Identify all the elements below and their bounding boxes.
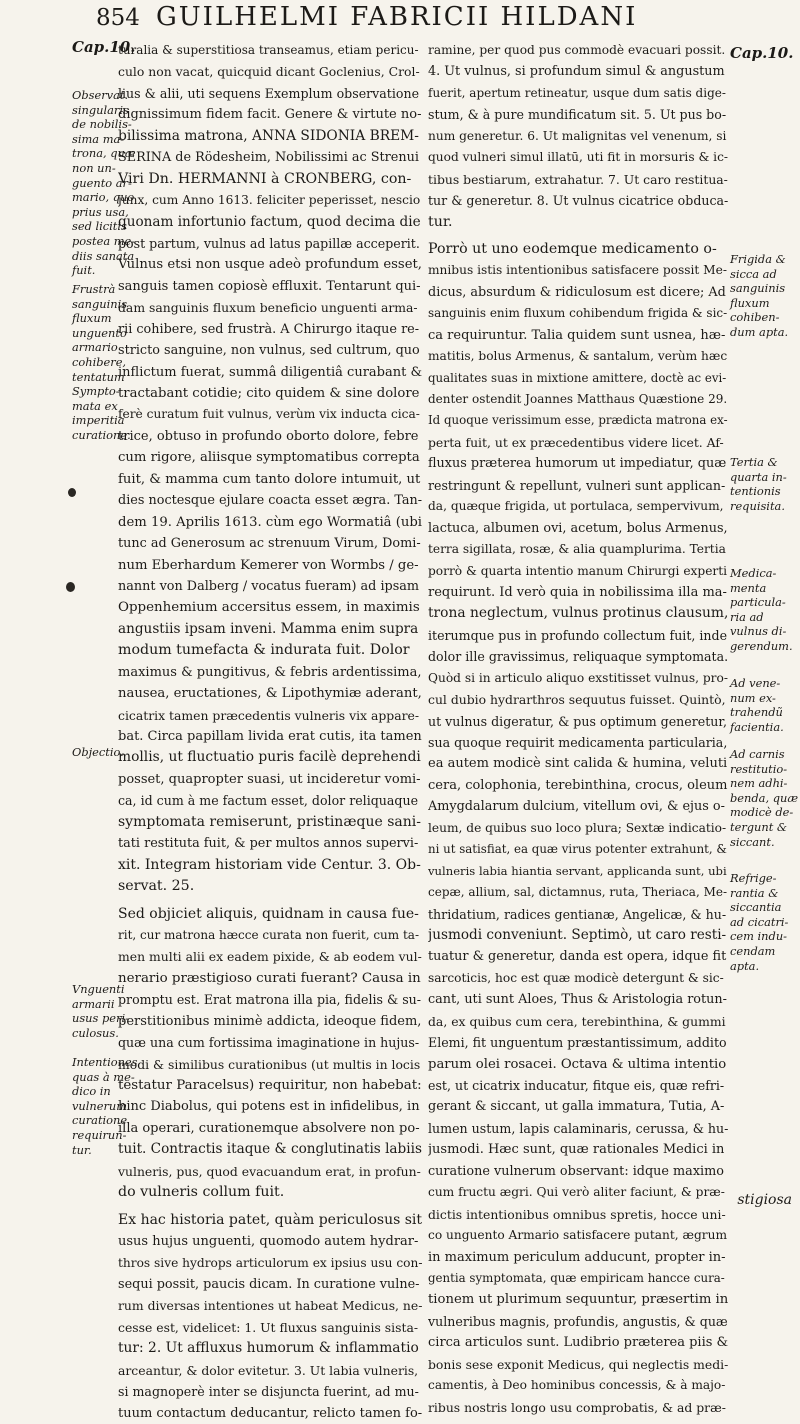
margin-note-line: sed licitis <box>72 219 127 234</box>
margin-note-line: fluxum <box>72 311 112 326</box>
text-line: bilissima matrona, ANNA SIDONIA BREM- <box>118 127 419 144</box>
margin-note-line: nem adhi- <box>730 776 788 791</box>
text-line: Amygdalarum dulcium, vitellum ovi, & ejus o- <box>428 799 725 815</box>
text-line: angustiis ipsam inveni. Mamma enim supra <box>118 620 419 637</box>
running-head: GUILHELMI FABRICII HILDANI <box>156 2 638 32</box>
text-line: Viri Dn. HERMANNI à CRONBERG, con- <box>118 170 412 187</box>
right-text-column <box>428 40 728 1418</box>
margin-note-line: sanguinis <box>72 296 128 311</box>
margin-note-line: benda, quæ <box>730 790 799 805</box>
text-line: inflictum fuerat, summâ diligentiâ curabant & <box>118 364 422 380</box>
text-line: ut vulnus digeratur, & pus optimum generetur, <box>428 713 728 729</box>
text-line: tur: 2. Ut affluxus humorum & inflammatio <box>118 1340 419 1357</box>
margin-note-line: Frustrà <box>72 282 116 296</box>
margin-note-line: sanguinis <box>730 281 786 296</box>
margin-note-line: curatione. <box>72 427 131 442</box>
text-line: thros sive hydrops articulorum ex ipsius usu con- <box>118 1255 422 1270</box>
margin-note-line: Intentiones <box>72 1055 138 1069</box>
text-line: perta fuit, ut ex præcedentibus videre licet. Af- <box>428 434 724 450</box>
text-line: da, ex quibus cum cera, terebinthina, & gummi <box>428 1013 726 1029</box>
margin-note-line: guento ar- <box>72 175 132 190</box>
margin-note-line: tentionis <box>730 484 781 499</box>
margin-note-line: siccant. <box>730 834 775 849</box>
text-line: post partum, vulnus ad latus papillæ acceperit. <box>118 235 420 251</box>
margin-note-line: ria ad <box>730 609 764 624</box>
text-line: fluxus præterea humorum ut impediatur, quæ <box>428 456 727 472</box>
text-line: gentia symptomata, quæ empiricam hancce cura- <box>428 1270 725 1285</box>
margin-note-line: mata ex <box>72 398 118 413</box>
text-line: in maximum periculum adducunt, propter in- <box>428 1249 726 1265</box>
margin-note-line: singularis <box>72 102 129 117</box>
text-line: sarcoticis, hoc est quæ modicè detergunt & sic- <box>428 970 724 985</box>
text-line: ramine, per quod pus commodè evacuari possit. <box>428 43 726 57</box>
text-line: dem 19. Aprilis 1613. cùm ego Wormatiâ (ubi <box>118 514 422 530</box>
text-line: do vulneris collum fuit. <box>118 1184 285 1201</box>
ink-spot <box>68 488 76 497</box>
text-line: trona neglectum, vulnus protinus clausum, <box>428 605 728 622</box>
margin-note-line: non un- <box>72 160 116 175</box>
text-line: arceantur, & dolor evitetur. 3. Ut labia vulneris, <box>118 1362 419 1378</box>
text-line: co unguento Armario satisfacere putant, ægrum <box>428 1228 728 1243</box>
text-line: circa articulos sunt. Ludibrio præterea piis & <box>428 1335 728 1351</box>
text-line: lactuca, albumen ovi, acetum, bolus Armenus, <box>428 520 728 536</box>
text-line: quod vulneri simul illatū, uti fit in morsuris & ic- <box>428 150 728 165</box>
margin-note-line: de nobilis- <box>72 117 132 132</box>
text-line: Oppenhemium accersitus essem, in maximis <box>118 600 420 616</box>
text-line: dolor ille gravissimus, reliquaque symptomata. <box>428 649 728 665</box>
text-line: terra sigillata, rosæ, & alia quamplurima. Tertia <box>428 542 726 557</box>
text-line: qualitates suas in mixtione amittere, doctè ac evi- <box>428 370 727 385</box>
text-line: cesse est, videlicet: 1. Ut fluxus sanguinis sista- <box>118 1319 419 1335</box>
margin-note-line: cohibere, <box>72 354 127 369</box>
margin-note-line: restitutio- <box>730 761 788 776</box>
text-line: iterumque pus in profundo collectum fuit, inde <box>428 627 728 643</box>
text-line: men multi alii ex eadem pixide, & ab eodem vul- <box>118 949 422 965</box>
margin-note-line: gerendum. <box>730 638 793 653</box>
text-line: parum olei rosacei. Octava & ultima intentio <box>428 1056 727 1072</box>
margin-note-line: imperitia <box>72 413 125 428</box>
margin-note <box>730 566 800 654</box>
text-line: Sed objiciet aliquis, quidnam in causa fue- <box>118 905 419 922</box>
margin-note-line: particula- <box>730 595 786 610</box>
text-line: num generetur. 6. Ut malignitas vel venenum, si <box>428 128 727 143</box>
text-line: trice, obtuso in profundo oborto dolore, febre <box>118 428 419 444</box>
text-line: xit. Integram historiam vide Centur. 3. Ob- <box>118 856 421 873</box>
margin-note-line: num ex- <box>730 690 776 705</box>
catchword: stigiosa <box>737 1192 792 1208</box>
margin-note-line: Frigida & <box>730 252 786 266</box>
text-line: posset, quapropter suasi, ut incideretur vomi- <box>118 771 421 787</box>
text-line: Ex hac historia patet, quàm periculosus sit <box>118 1211 422 1228</box>
margin-note-line: vulnerum <box>72 1098 128 1113</box>
margin-note-line: dico in <box>72 1084 111 1099</box>
text-line: tuum contactum deducantur, relicto tamen fo- <box>118 1405 422 1421</box>
chapter-marker <box>72 38 136 56</box>
text-line: gerant & siccant, ut galla immatura, Tutia, A- <box>428 1099 725 1115</box>
margin-note <box>72 982 129 1040</box>
text-line: maximus & pungitivus, & febris ardentissima, <box>118 664 422 680</box>
text-line: rit, cur matrona hæcce curata non fuerit, cum ta- <box>118 927 420 942</box>
text-line: curatione vulnerum observant: idque maximo <box>428 1163 724 1179</box>
text-line: dignissimum fidem facit. Genere & virtute no- <box>118 107 422 123</box>
text-line: tur & generetur. 8. Ut vulnus cicatrice obduca- <box>428 193 728 209</box>
margin-note-line: cendam <box>730 943 776 958</box>
margin-note-line: diis sanata <box>72 248 135 263</box>
margin-note-line: Tertia & <box>730 455 778 469</box>
text-line: mollis, ut fluctuatio puris facilè deprehendi <box>118 749 421 766</box>
text-line: cum rigore, aliisque symptomatibus correpta <box>118 450 420 466</box>
margin-note-line: trona, quæ <box>72 146 136 161</box>
text-line: requirunt. Id verò quia in nobilissima illa ma- <box>428 584 727 600</box>
text-line: bat. Circa papillam livida erat cutis, ita tamen <box>118 729 422 744</box>
margin-note-line: armarii <box>72 996 115 1011</box>
text-line: tionem ut plurimum sequuntur, præsertim in <box>428 1292 728 1308</box>
text-line: tuit. Contractis itaque & conglutinatis labiis <box>118 1141 422 1158</box>
margin-note-line: tentatum <box>72 369 125 384</box>
margin-note-line: Refrige- <box>730 871 777 885</box>
text-line: quonam infortunio factum, quod decima die <box>118 213 421 230</box>
text-line: ca, id cum à me factum esset, dolor reliquaque <box>118 793 419 809</box>
text-line: ca requiruntur. Talia quidem sunt usnea, hæ- <box>428 327 726 343</box>
text-line: cepæ, allium, sal, dictamnus, ruta, Theriaca, Me- <box>428 885 728 900</box>
text-line: modi & similibus curationibus (ut multis in locis <box>118 1056 421 1072</box>
text-line: dicus, absurdum & ridiculosum est dicere; Ad <box>428 284 726 300</box>
text-line: rii cohibere, sed frustrà. A Chirurgo itaque re- <box>118 321 420 337</box>
text-line: usus hujus unguenti, quomodo autem hydrar- <box>118 1234 419 1250</box>
margin-note-line: culosus. <box>72 1025 119 1040</box>
text-line: Quòd si in articulo aliquo exstitisset vulnus, pro- <box>428 670 728 685</box>
text-line: restringunt & repellunt, vulneri sunt applican- <box>428 477 726 493</box>
margin-note-line: Ad vene- <box>730 676 781 690</box>
text-line: cum fructu ægri. Qui verò aliter faciunt, & præ- <box>428 1185 725 1200</box>
text-line: da, quæque frigida, ut portulaca, sempervivum, <box>428 499 724 514</box>
margin-note-line: curatione <box>72 1113 128 1128</box>
text-line: ribus nostris longo usu comprobatis, & ad præ- <box>428 1399 726 1415</box>
margin-note <box>730 871 800 973</box>
ink-spot <box>66 582 75 592</box>
text-line: stricto sanguine, non vulnus, sed cultrum, quo <box>118 343 420 359</box>
text-line: tuatur & generetur, danda est opera, idque fit <box>428 949 727 965</box>
margin-note-line: quas à me- <box>72 1069 135 1084</box>
text-line: ea autem modicè sint calida & humina, veluti <box>428 756 728 772</box>
text-line: cul dubio hydrarthros sequutus fuisset. Quintò, <box>428 692 726 708</box>
margin-note-line: armario <box>72 340 118 355</box>
margin-note-line: requirun- <box>72 1127 127 1142</box>
margin-note <box>72 1055 138 1157</box>
text-line: culo non vacat, quicquid dicant Goclenius, Crol- <box>118 64 420 80</box>
margin-note-line: Observat. <box>72 88 129 102</box>
margin-note-line: unguento <box>72 325 127 340</box>
text-line: vulneribus magnis, profundis, angustis, & quæ <box>428 1313 728 1329</box>
text-line: jusmodi. Hæc sunt, quæ rationales Medici in <box>428 1142 725 1158</box>
text-line: est, ut cicatrix inducatur, fitque eis, quæ refri- <box>428 1078 725 1093</box>
text-line: perstitionibus minimè addicta, ideoque fidem, <box>118 1013 422 1029</box>
text-line: illa operari, curationemque absolvere non po- <box>118 1120 420 1136</box>
text-line: sua quoque requirit medicamenta particularia, <box>428 735 728 750</box>
text-line: ni ut satisfiat, ea quæ virus potenter extrahunt, & <box>428 842 727 857</box>
text-line: matitis, bolus Armenus, & santalum, verùm hæc <box>428 349 728 364</box>
margin-note-line: dum apta. <box>730 324 789 339</box>
margin-note-line: modicè de- <box>730 805 794 820</box>
text-line: sequi possit, paucis dicam. In curatione vulne- <box>118 1276 420 1292</box>
text-line: tati restituta fuit, & per multos annos supervi- <box>118 836 419 852</box>
text-line: Porrò ut uno eodemque medicamento o- <box>428 240 717 257</box>
text-line: nerario præstigioso curati fuerant? Causa in <box>118 970 421 986</box>
text-line: si magnoperè inter se disjuncta fuerint, ad mu- <box>118 1384 419 1400</box>
text-line: Elemi, fit unguentum præstantissimum, addito <box>428 1035 727 1051</box>
text-line: lumen ustum, lapis calaminaris, cerussa, & hu- <box>428 1120 728 1136</box>
text-line: tur. <box>428 213 453 230</box>
text-line: num Eberhardum Kemerer von Wormbs / ge- <box>118 557 419 573</box>
text-line: cicatrix tamen præcedentis vulneris vix appare- <box>118 707 420 723</box>
margin-note <box>730 455 800 513</box>
text-line: sanguinis enim fluxum cohibendum frigida & sic- <box>428 306 728 321</box>
left-text-column <box>118 40 422 1424</box>
text-line: turalia & superstitiosa transeamus, etiam pericu- <box>118 43 419 57</box>
margin-note <box>72 88 136 278</box>
text-line: leum, de quibus suo loco plura; Sextæ indicatio- <box>428 820 727 835</box>
margin-note-line: Objectio. <box>72 745 124 759</box>
text-line: porrò & quarta intentio manum Chirurgi experti <box>428 563 728 578</box>
margin-note-line: rantia & <box>730 885 779 900</box>
margin-note-line: Vnguenti <box>72 982 125 996</box>
text-line: SERINA de Rödesheim, Nobilissimi ac Strenui <box>118 150 419 166</box>
margin-note-line: siccantia <box>730 900 782 915</box>
margin-note-line: ad cicatri- <box>730 914 789 929</box>
text-line: promptu est. Erat matrona illa pia, fidelis & su- <box>118 992 422 1008</box>
text-line: 4. Ut vulnus, si profundum simul & angustum <box>428 64 725 80</box>
text-line: vulneris, pus, quod evacuandum erat, in profun- <box>118 1163 421 1179</box>
text-line: mnibus istis intentionibus satisfacere possit Me- <box>428 263 727 278</box>
text-line: thridatium, radices gentianæ, Angelicæ, & hu- <box>428 906 727 922</box>
text-line: lius & alii, uti sequens Exemplum observatione <box>118 85 420 101</box>
text-line: cera, colophonia, terebinthina, crocus, oleum <box>428 777 728 793</box>
text-line: dies noctesque ejulare coacta esset ægra. Tan- <box>118 493 422 509</box>
margin-note-line: Sympto- <box>72 384 120 399</box>
margin-note-line: trahendũ <box>730 705 783 720</box>
text-line: ferè curatum fuit vulnus, verùm vix inducta cica- <box>118 407 420 422</box>
text-line: bonis sese exponit Medicus, qui neglectis medi- <box>428 1356 728 1372</box>
margin-note <box>72 282 131 443</box>
margin-note-line: sima ma- <box>72 131 125 146</box>
margin-note-line: Cap.10. <box>72 38 136 56</box>
margin-note-line: prius usa, <box>72 204 129 219</box>
text-line: denter ostendit Joannes Matthaus Quæstione 29. <box>428 392 728 406</box>
margin-note-line: mario, quo <box>72 190 135 205</box>
text-line: fuerit, apertum retineatur, usque dum satis dige- <box>428 85 726 100</box>
margin-note-line: sicca ad <box>730 266 777 281</box>
margin-note-line: Ad carnis <box>730 747 785 761</box>
margin-note-line: quarta in- <box>730 469 787 484</box>
margin-note-line: tergunt & <box>730 819 788 834</box>
margin-note <box>72 745 124 760</box>
text-line: servat. 25. <box>118 878 195 895</box>
text-line: fuit, & mamma cum tanto dolore intumuit, ut <box>118 471 421 487</box>
text-line: dam sanguinis fluxum beneficio unguenti arma- <box>118 300 418 316</box>
margin-note-line: Medica- <box>730 566 777 580</box>
margin-note-line: usus peri- <box>72 1011 129 1026</box>
margin-note-line: fluxum <box>730 295 770 310</box>
text-line: jusmodi conveniunt. Septimò, ut caro resti- <box>428 926 727 943</box>
margin-note-line: cem indu- <box>730 929 787 944</box>
text-line: vulneris labia hiantia servant, applicanda sunt, ubi <box>428 863 727 878</box>
margin-note-line: facientia. <box>730 719 784 734</box>
text-line: dictis intentionibus omnibus spretis, hocce uni- <box>428 1206 726 1222</box>
text-line: symptomata remiserunt, pristinæque sani- <box>118 813 421 830</box>
margin-note-line: postea me- <box>72 233 136 248</box>
margin-note-line: apta. <box>730 958 760 973</box>
margin-note-line: requisita. <box>730 498 785 513</box>
margin-note-line: menta <box>730 580 767 595</box>
text-line: modum tumefacta & indurata fuit. Dolor <box>118 642 410 659</box>
text-line: hinc Diabolus, qui potens est in infidelibus, in <box>118 1099 420 1115</box>
text-line: tunc ad Generosum ac strenuum Virum, Domi- <box>118 536 421 552</box>
text-line: Id quoque verissimum esse, prædicta matrona ex- <box>428 413 728 428</box>
page-number: 854 <box>96 5 140 31</box>
page-header <box>96 2 726 36</box>
text-line: tibus bestiarum, extrahatur. 7. Ut caro restitua- <box>428 171 728 187</box>
text-line: quæ una cum fortissima imaginatione in hujus- <box>118 1035 420 1051</box>
text-line: camentis, à Deo hominibus concessis, & à majo- <box>428 1378 726 1393</box>
text-line: nannt von Dalberg / vocatus fueram) ad ipsam <box>118 578 420 594</box>
text-line: cant, uti sunt Aloes, Thus & Aristologia rotun- <box>428 992 727 1008</box>
chapter-marker <box>730 46 800 61</box>
margin-note <box>730 252 800 340</box>
text-line: sanguis tamen copiosè effluxit. Tentarunt qui- <box>118 278 421 294</box>
margin-note-line: fuit. <box>72 263 96 278</box>
text-line: tractabant cotidie; cito quidem & sine dolore <box>118 386 420 401</box>
text-line: junx, cum Anno 1613. feliciter peperisset, nescio <box>118 193 421 208</box>
margin-note-line: Cap.10. <box>730 44 794 62</box>
text-line: nausea, eructationes, & Lipothymiæ aderant, <box>118 686 422 702</box>
margin-note-line: cohiben- <box>730 310 780 325</box>
margin-note-line: tur. <box>72 1142 92 1157</box>
text-line: testatur Paracelsus) requiritur, non habebat: <box>118 1078 422 1093</box>
text-line: rum diversas intentiones ut habeat Medicus, ne- <box>118 1298 422 1314</box>
margin-note <box>730 676 800 734</box>
margin-note-line: vulnus di- <box>730 624 787 639</box>
text-line: stum, & à pure mundificatum sit. 5. Ut pus bo- <box>428 107 727 123</box>
text-line: Vulnus etsi non usque adeò profundum esset, <box>118 257 422 273</box>
margin-note <box>730 747 800 849</box>
